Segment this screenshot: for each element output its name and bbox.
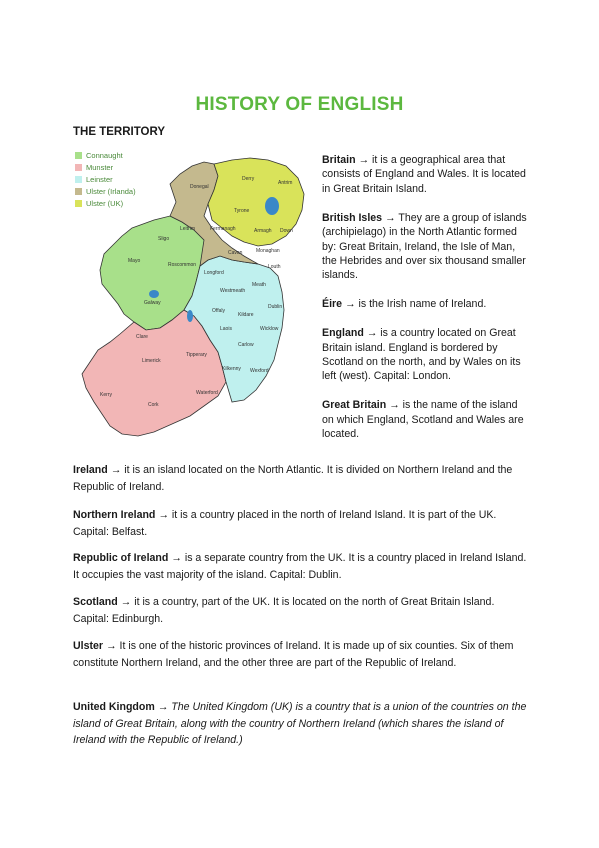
county-label: Leitrim	[180, 226, 196, 232]
definition-text: → is a separate country from the UK. It is a country placed in Ireland Island. It occupies the vast majority of the island. Capital: Dublin.	[73, 552, 527, 581]
county-label: Armagh	[254, 228, 272, 234]
ireland-map	[72, 144, 312, 442]
definition-text: → It is one of the historic provinces of Ireland. It is made up of six counties. Six of them constitute Northern Ireland, and the other three are part of the Republic of Ireland.	[73, 640, 514, 669]
county-label: Derry	[242, 176, 255, 182]
legend-swatch-connaught	[75, 152, 82, 159]
definition-text: → is the name of the island on which England, Scotland and Wales are located.	[322, 399, 524, 441]
legend-label-leinster: Leinster	[86, 175, 113, 184]
county-label: Tipperary	[186, 352, 207, 358]
county-label: Sligo	[158, 236, 170, 242]
term: Ulster	[73, 640, 104, 652]
lough-corrib	[149, 290, 159, 298]
legend-label-ulster-uk: Ulster (UK)	[86, 199, 124, 208]
legend-swatch-munster	[75, 164, 82, 171]
county-label: Kilkenny	[222, 366, 241, 372]
legend-label-munster: Munster	[86, 163, 114, 172]
definition-text: → it is a geographical area that consists of England and Wales. It is located in Great Britain Island.	[322, 154, 526, 195]
term: Ireland	[73, 464, 108, 476]
county-label: Wicklow	[260, 326, 279, 332]
term: British Isles	[322, 211, 383, 224]
definition-text: → is a country located on Great Britain island. England is bordered by Scotland on the north, and by Wales on its left (west). Capital: London.	[322, 327, 521, 383]
section-title: THE TERRITORY	[73, 126, 166, 138]
definition-text: → it is an island located on the North Atlantic. It is divided on Northern Ireland and the Republic of Ireland.	[73, 464, 513, 493]
lough-neagh	[265, 197, 279, 215]
county-label: Galway	[144, 300, 161, 306]
county-label: Down	[280, 228, 293, 234]
legend-swatch-ulster-uk	[75, 200, 82, 207]
county-label: Cork	[148, 402, 159, 408]
county-label: Westmeath	[220, 288, 246, 294]
legend-label-ulster-ireland: Ulster (Irlanda)	[86, 187, 136, 196]
definition-united-kingdom	[73, 699, 528, 749]
county-label: Kildare	[238, 312, 254, 318]
county-label: Laois	[220, 326, 232, 332]
legend-swatch-ulster-ireland	[75, 188, 82, 195]
term: Éire	[322, 298, 343, 311]
term: Great Britain	[322, 399, 387, 412]
term: England	[322, 327, 364, 340]
legend-label-connaught: Connaught	[86, 151, 123, 160]
definition-text: → it is a country placed in the north of Ireland Island. It is part of the UK. Capital: Belfast.	[73, 509, 497, 538]
definition-text: → it is a country, part of the UK. It is located on the north of Great Britain Island. Capital: Edinburgh.	[73, 596, 495, 625]
map-legend	[75, 151, 136, 208]
county-label: Longford	[204, 270, 224, 276]
term: Northern Ireland	[73, 509, 156, 521]
definition-england	[322, 326, 532, 384]
county-label: Tyrone	[234, 208, 250, 214]
county-label: Antrim	[278, 180, 293, 186]
definition-text: The United Kingdom (UK) is a country that is a union of the countries on the island of Great Britain, along with the country of Northern Ireland (which shares the island of Ireland with the Republic of Ireland.)	[73, 701, 527, 746]
term: Britain	[322, 154, 356, 166]
term: United Kingdom →	[73, 701, 169, 713]
county-label: Kerry	[100, 392, 112, 398]
county-label: Carlow	[238, 342, 254, 348]
county-label: Louth	[268, 264, 281, 270]
county-label: Donegal	[190, 184, 209, 190]
definition-great-britain	[322, 398, 532, 441]
definition-ulster	[73, 638, 528, 671]
side-definitions	[322, 153, 532, 456]
definition-britain	[322, 153, 532, 196]
definition-northern-ireland	[73, 507, 528, 540]
county-label: Monaghan	[256, 248, 280, 254]
county-label: Fermanagh	[210, 226, 236, 232]
county-label: Roscommon	[168, 262, 197, 268]
county-label: Limerick	[142, 358, 161, 364]
county-label: Meath	[252, 282, 266, 288]
county-label: Offaly	[212, 308, 225, 314]
term: Republic of Ireland	[73, 552, 169, 564]
definition-scotland	[73, 594, 528, 627]
definition-ireland	[73, 462, 528, 495]
county-label: Clare	[136, 334, 148, 340]
legend-swatch-leinster	[75, 176, 82, 183]
page-title: HISTORY OF ENGLISH	[195, 94, 404, 115]
county-label: Cavan	[228, 250, 243, 256]
lough-derg	[187, 310, 193, 322]
definition-republic-of-ireland	[73, 550, 528, 583]
term: Scotland	[73, 596, 118, 608]
definition-british-isles	[322, 211, 532, 283]
county-label: Waterford	[196, 390, 218, 396]
definition-text: → They are a group of islands (archipielago) in the North Atlantic formed by: Great Britain, Ireland, the Isle of Man, the Hebrides and over six thousand smaller islands.	[322, 211, 527, 282]
definition-eire	[322, 297, 532, 311]
definition-text: → is the Irish name of Ireland.	[342, 298, 487, 311]
county-label: Mayo	[128, 258, 141, 264]
county-label: Dublin	[268, 304, 283, 310]
county-label: Wexford	[250, 368, 269, 374]
